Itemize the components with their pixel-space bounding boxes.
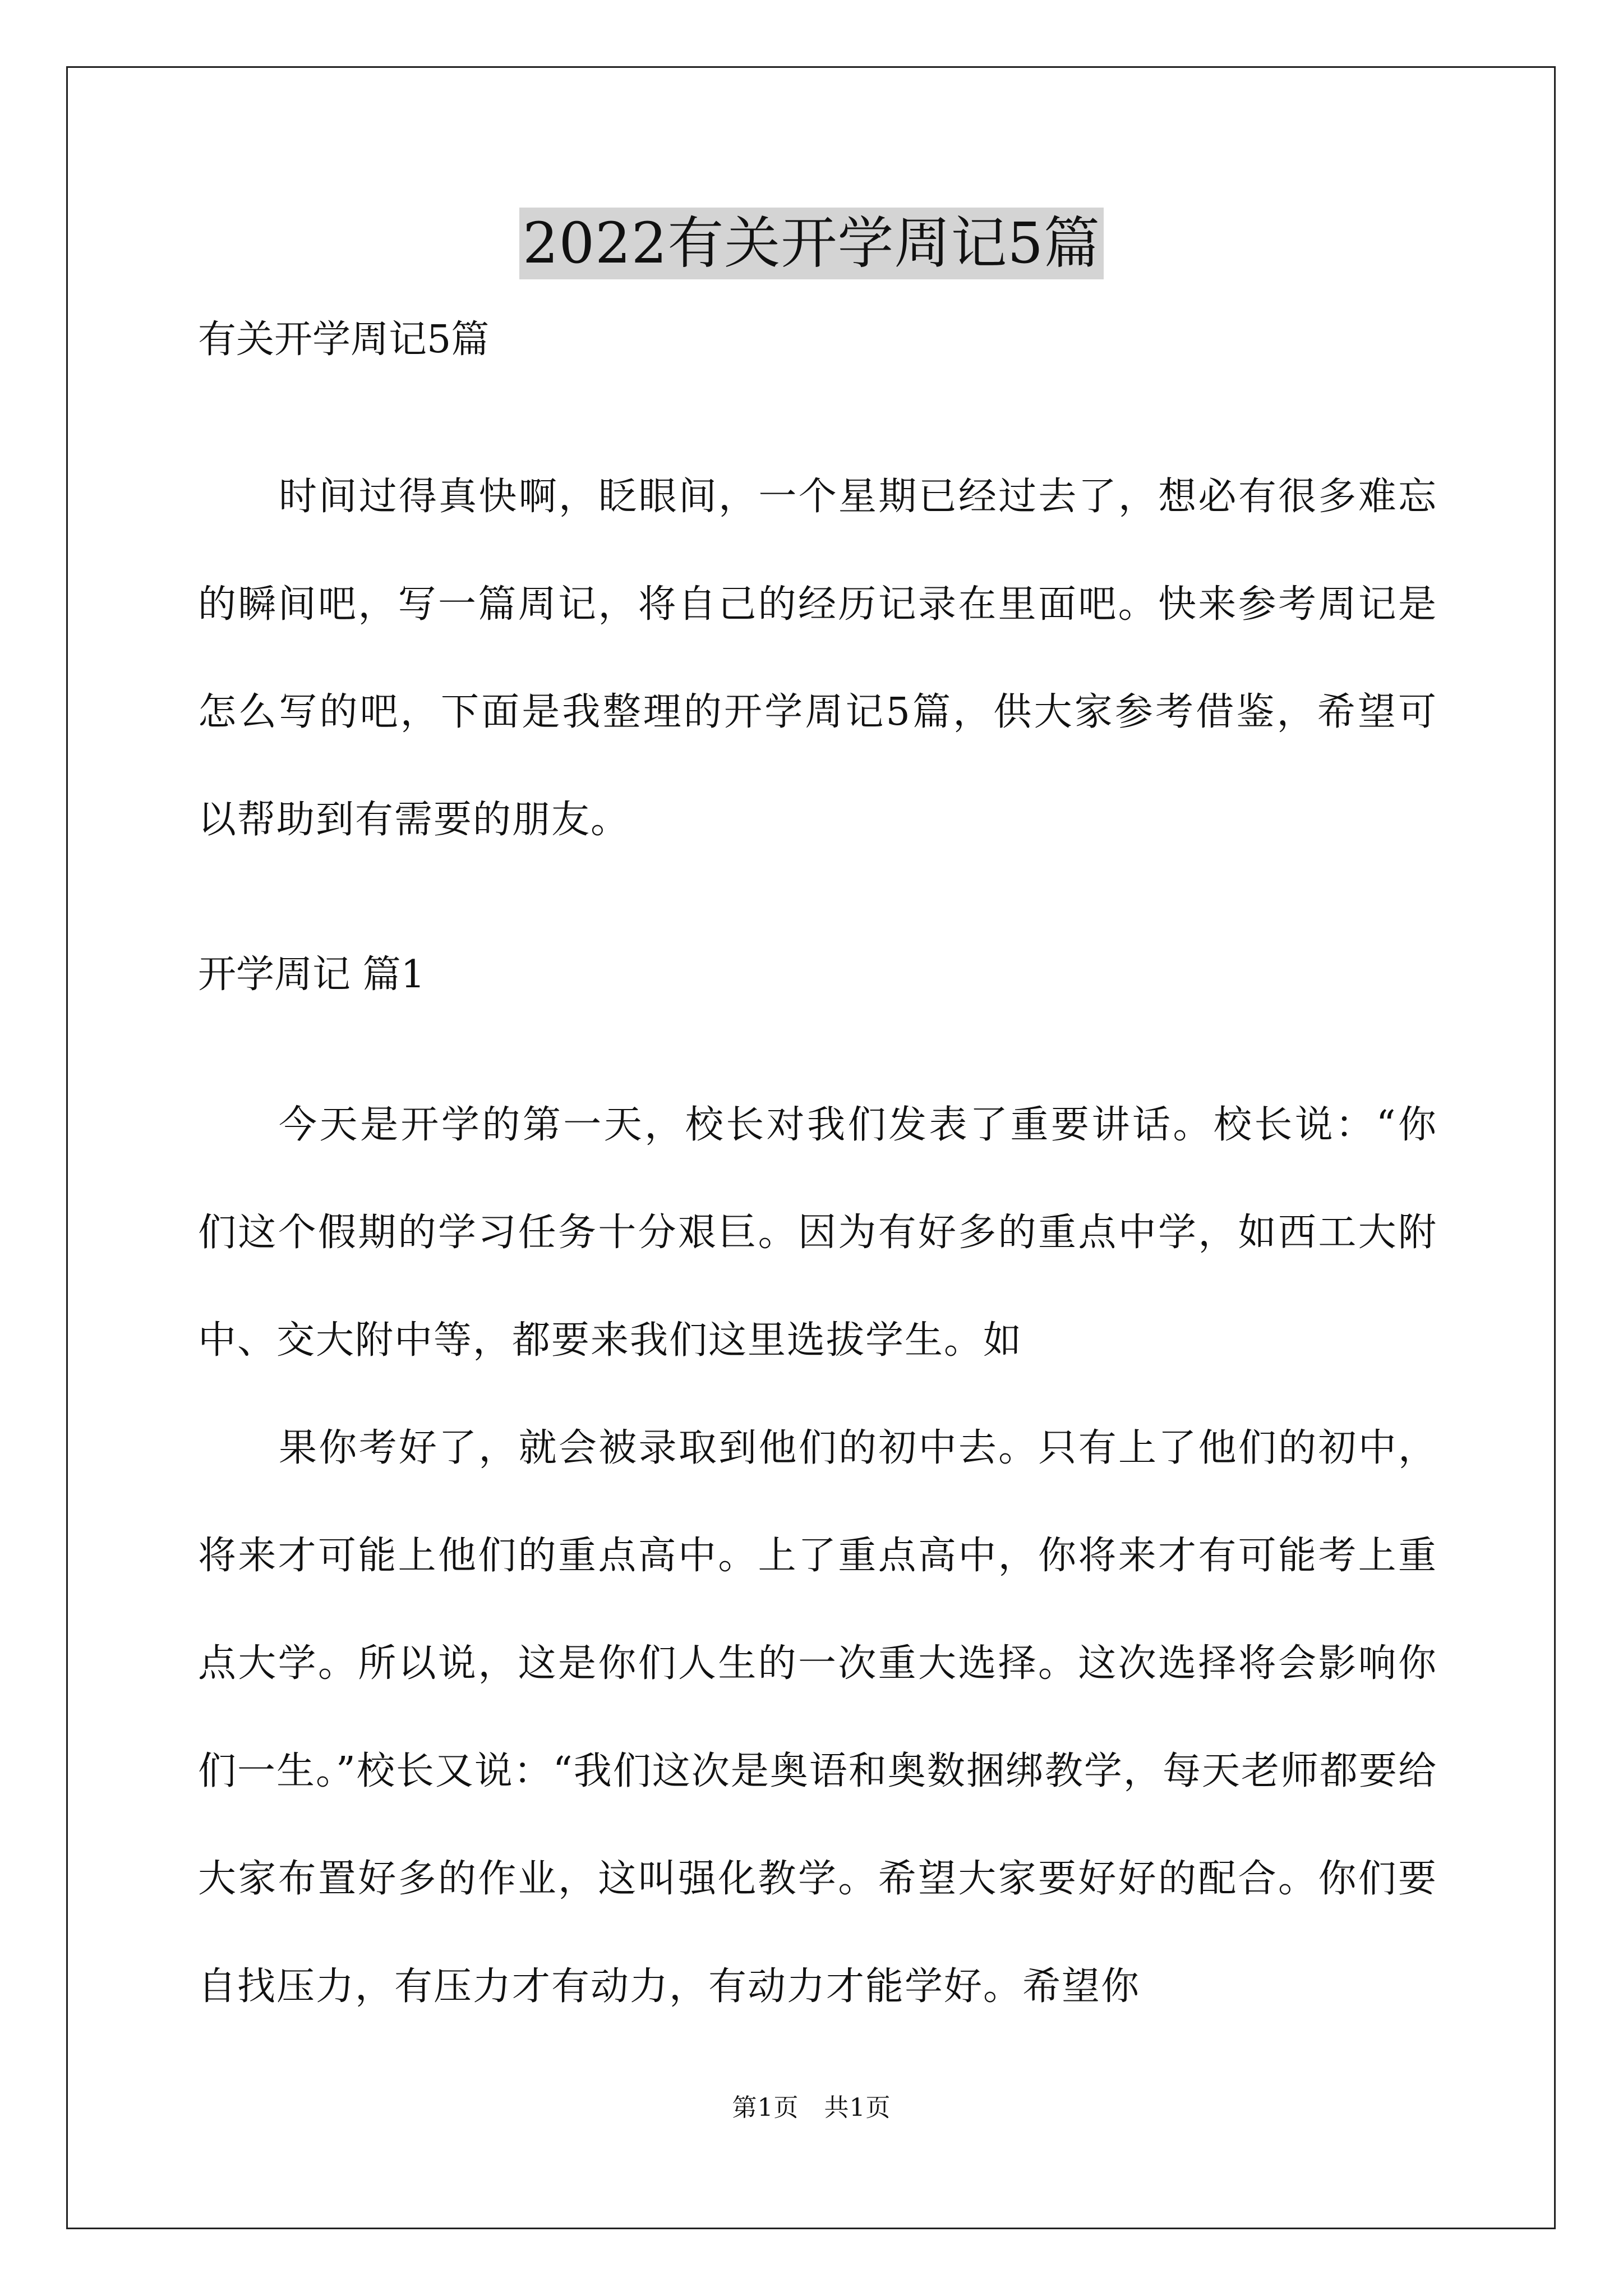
title-container [0,208,1623,279]
section-heading: 开学周记 篇1 [198,953,425,997]
section-paragraph-1: 今天是开学的第一天，校长对我们发表了重要讲话。校长说：“你们这个假期的学习任务十分艰巨。因为有好多的重点中学，如西工大附中、交大附中等，都要来我们这里选拔学生。如 [198,1103,1437,1363]
page-footer: 第1页 共1页 [732,2093,891,2122]
document-subtitle: 有关开学周记5篇 [198,318,490,362]
intro-paragraph: 时间过得真快啊，眨眼间，一个星期已经过去了，想必有很多难忘的瞬间吧，写一篇周记，将自己的经历记录在里面吧。快来参考周记是怎么写的吧，下面是我整理的开学周记5篇，供大家参考借鉴，希望可以帮助到有需要的朋友。 [198,475,1437,842]
section-paragraph-2: 果你考好了，就会被录取到他们的初中去。只有上了他们的初中，将来才可能上他们的重点高中。上了重点高中，你将来才有可能考上重点大学。所以说，这是你们人生的一次重大选择。这次选择将会影响你们一生。”校长又说：“我们这次是奥语和奥数捆绑教学，每天老师都要给大家布置好多的作业，这叫强化教学。希望大家要好好的配合。你们要自找压力，有压力才有动力，有动力才能学好。希望你 [198,1426,1437,2009]
document-title: 2022有关开学周记5篇 [519,208,1104,279]
